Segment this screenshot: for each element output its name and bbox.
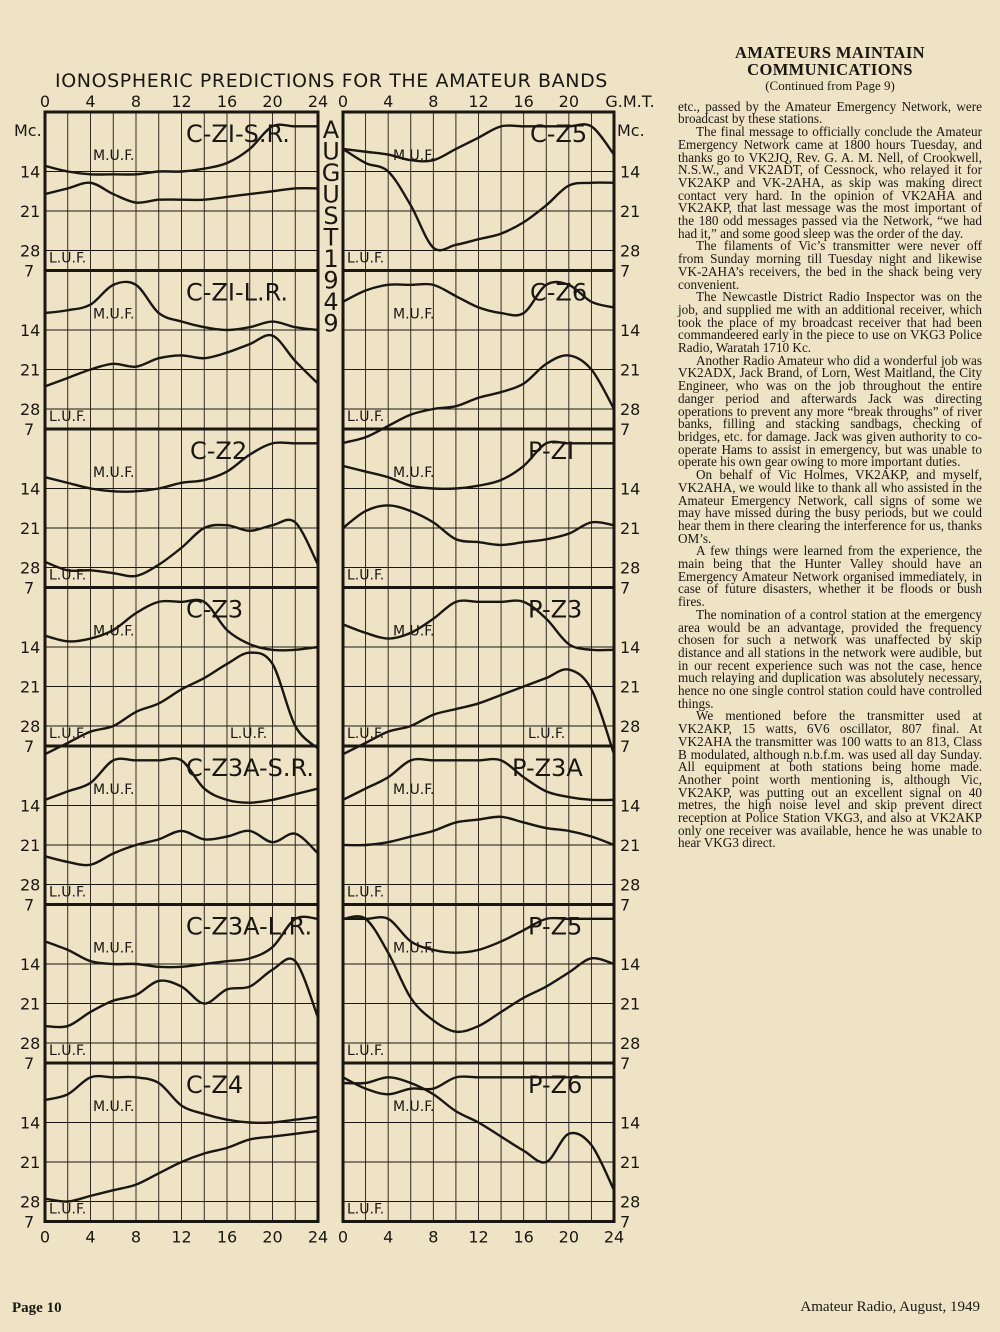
x-tick-label: 0: [39, 1227, 51, 1247]
x-tick-label-top: 12: [468, 92, 489, 111]
center-date-letter: 9: [323, 309, 339, 338]
muf-label: M.U.F.: [93, 306, 135, 323]
y-tick-label: 14: [620, 321, 641, 340]
muf-label: M.U.F.: [93, 1099, 135, 1115]
x-tick-label: 8: [428, 1227, 439, 1247]
center-date-letter: S: [323, 202, 339, 230]
y-tick-label: 7: [24, 895, 35, 915]
muf-label: M.U.F.: [93, 148, 135, 164]
continued-note: (Continued from Page 9): [765, 78, 895, 93]
y-tick-label: 21: [20, 202, 41, 221]
x-tick-label: 20: [558, 1227, 580, 1247]
x-tick-label-top: 8: [428, 92, 439, 111]
luf-label: L.U.F.: [230, 726, 268, 742]
x-tick-label: 4: [383, 1227, 394, 1247]
y-tick-label: 14: [620, 162, 641, 182]
article: [678, 44, 982, 850]
y-tick-label: 7: [620, 420, 631, 439]
y-tick-label: 28: [620, 875, 641, 895]
y-tick-label: 14: [620, 955, 641, 974]
y-tick-label: 14: [20, 321, 41, 340]
panel-title: P-Z5: [528, 912, 583, 941]
article-paragraph: Another Radio Amateur who did a wonderful job was VK2ADX, Jack Brand, of Lorn, West Maitland, the City Engineer, who was on the job throughout the entire danger period and afterwards Jack was directing operations to prevent any more “break throughs” of river banks, filling and stacking sandbags, checking of bridges, etc. for damage. Jack was given authority to co-operate Hams to assist in emergency, but was unable to operate his own gear owing to more important duties.: [678, 352, 982, 470]
x-tick-label: 16: [216, 1227, 238, 1247]
y-tick-label: 21: [620, 1153, 641, 1172]
x-tick-label-top: 20: [558, 92, 580, 111]
panel-title: C-Z6: [530, 278, 588, 307]
muf-label: M.U.F.: [93, 623, 135, 640]
x-tick-label-top: 24: [307, 92, 329, 111]
y-tick-label: 28: [20, 1034, 41, 1053]
muf-label: M.U.F.: [393, 782, 435, 798]
article-paragraph: The final message to officially conclude the Amateur Emergency Network came at 1800 hours Tuesday, and thanks go to VK2JQ, Rev. G. A. M. Nell, of Crookwell, N.S.W., and VK2ADT, of Cessnock, who relayed it for VK2AKP and VK-2AHA, as skip was making direct contact very hard. In the opinion of VK2AHA and VK2AKP, that last message was the most important of the 180 odd messages passed via the Network, “we had had it,” and some good sleep was the order of the day.: [678, 124, 982, 241]
muf-label: M.U.F.: [393, 1099, 435, 1115]
publication-line: Amateur Radio, August, 1949: [800, 1299, 980, 1315]
panel-title: C-Z2: [190, 437, 248, 465]
article-paragraph: A few things were learned from the experience, the main being that the Hunter Valley should have an Emergency Amateur Network organised immediately, in case of future disasters, whether it be floods or bush fires.: [678, 543, 982, 610]
y-tick-label: 28: [620, 241, 641, 261]
y-tick-label: 14: [20, 796, 41, 816]
center-date-letter: T: [323, 223, 339, 252]
panel-title: P-Z3A: [512, 754, 583, 782]
y-unit-label: Mc.: [14, 121, 42, 140]
article-heading-line1: AMATEURS MAINTAIN: [735, 43, 925, 62]
x-tick-label: 4: [85, 1227, 96, 1247]
x-tick-label-top: G.M.T.: [605, 92, 655, 111]
muf-label: M.U.F.: [93, 782, 135, 798]
luf-label: L.U.F.: [347, 726, 385, 742]
y-tick-label: 7: [620, 261, 631, 281]
y-tick-label: 7: [24, 1054, 35, 1073]
y-tick-label: 28: [620, 1192, 641, 1212]
x-tick-label-top: 16: [513, 92, 534, 111]
luf-label: L.U.F.: [49, 250, 87, 267]
muf-label: M.U.F.: [393, 148, 435, 164]
article-paragraph: The nomination of a control station at the emergency area would be an advantage, provided the frequency chosen for such a network was unaffected by skip distance and all stations in the network were audible, but in our recent experience such was not the case, hence much relaying and duplication was absolutely necessary, hence no one single control station could have controlled things.: [678, 606, 982, 711]
y-tick-label: 28: [620, 717, 641, 736]
chart-title: IONOSPHERIC PREDICTIONS FOR THE AMATEUR BANDS: [55, 70, 608, 92]
luf-label: L.U.F.: [49, 1201, 87, 1218]
y-tick-label: 7: [24, 1212, 35, 1232]
x-tick-label-top: 0: [39, 92, 51, 111]
center-date-letter: A: [322, 116, 340, 144]
luf-label: L.U.F.: [347, 884, 385, 901]
y-tick-label: 21: [20, 1153, 41, 1172]
panel-title: C-Z3: [186, 595, 244, 624]
y-tick-label: 14: [20, 638, 41, 657]
y-tick-label: 7: [620, 578, 631, 598]
luf-label: L.U.F.: [347, 1043, 385, 1059]
article-paragraph: We mentioned before the transmitter used at VK2AKP, 15 watts, 6V6 oscillator, 807 final. At VK2AHA the transmitter was 100 watts to an 813, Class B modulated, although n.b.f.m. was used all day Sunday. All equipment at both stations being home made. Another point worth mentioning is, although Vic, VK2AKP, was putting out an excellent signal on 40 metres, the high noise level and skip prevent direct reception at Police Station VKG3, and also at VK2AKP only one receiver was available, hence he was unable to hear VKG3 direct.: [678, 708, 982, 851]
panel-title: C-Z4: [186, 1071, 244, 1099]
y-tick-label: 21: [20, 360, 41, 380]
y-tick-label: 14: [620, 638, 641, 657]
muf-label: M.U.F.: [393, 623, 435, 640]
y-tick-label: 7: [24, 261, 35, 281]
panel-title: C-ZI-S.R.: [186, 120, 290, 148]
luf-label: L.U.F.: [49, 567, 87, 584]
luf-label: L.U.F.: [347, 250, 385, 267]
y-tick-label: 21: [20, 836, 41, 855]
article-heading-line2: COMMUNICATIONS: [747, 60, 913, 79]
y-tick-label: 28: [20, 1192, 41, 1212]
article-paragraph: etc., passed by the Amateur Emergency Network, were broadcast by these stations.: [678, 98, 982, 127]
muf-label: M.U.F.: [93, 940, 135, 957]
x-tick-label-top: 0: [337, 92, 349, 111]
y-tick-label: 14: [20, 479, 41, 499]
y-tick-label: 28: [20, 400, 41, 419]
y-tick-label: 14: [620, 1113, 641, 1133]
y-unit-label: Mc.: [617, 121, 645, 140]
center-date-letter: 9: [323, 266, 339, 295]
x-tick-label: 16: [513, 1227, 534, 1247]
center-date-letter: 4: [323, 288, 339, 316]
y-tick-label: 14: [620, 479, 641, 499]
y-tick-label: 21: [620, 994, 641, 1014]
luf-label: L.U.F.: [49, 726, 87, 742]
luf-label: L.U.F.: [347, 567, 385, 584]
panel-title: C-Z5: [530, 120, 588, 148]
x-tick-label-top: 20: [262, 92, 283, 111]
luf-label: L.U.F.: [49, 409, 87, 425]
panel-title: C-ZI-L.R.: [186, 278, 289, 307]
y-tick-label: 21: [620, 360, 641, 380]
luf-label: L.U.F.: [347, 1201, 385, 1218]
y-tick-label: 28: [20, 875, 41, 895]
y-tick-label: 21: [20, 994, 41, 1014]
x-tick-label-top: 16: [216, 92, 238, 111]
x-tick-label: 12: [468, 1227, 489, 1247]
article-paragraph: The Newcastle District Radio Inspector was on the job, and supplied me with an additional receiver, which took the place of my broadcast receiver that had been commandeered early in the piece to use on VKG3 Police Radio, Waratah 1710 Kc.: [678, 289, 982, 356]
panel-title: P-Z3: [528, 595, 583, 624]
x-tick-label: 24: [307, 1227, 329, 1247]
y-tick-label: 21: [620, 677, 641, 697]
x-tick-label: 12: [171, 1227, 192, 1247]
y-tick-label: 28: [20, 717, 41, 736]
article-paragraph: The filaments of Vic’s transmitter were never off from Sunday morning till Tuesday night and likewise VK-2AHA’s receivers, the bed in the shack being very convenient.: [678, 238, 982, 292]
y-tick-label: 7: [620, 895, 631, 915]
y-tick-label: 21: [20, 519, 41, 538]
y-tick-label: 28: [20, 241, 41, 261]
article-paragraph: On behalf of Vic Holmes, VK2AKP, and myself, VK2AHA, we would like to thank all who assisted in the Amateur Emergency Network, call signs of some we may have missed during the busy periods, but we could hear them in there clearing the interference for us, thanks OM’s.: [678, 467, 982, 546]
x-tick-label: 8: [130, 1227, 142, 1247]
y-tick-label: 7: [24, 737, 35, 756]
center-date-letter: U: [322, 180, 340, 209]
center-date-letter: G: [321, 159, 341, 187]
y-tick-label: 14: [20, 955, 41, 974]
y-tick-label: 21: [620, 519, 641, 538]
x-tick-label-top: 4: [85, 92, 96, 111]
panel-title: P-ZI: [528, 437, 575, 465]
x-tick-label: 20: [262, 1227, 283, 1247]
x-tick-label: 24: [603, 1227, 625, 1247]
panel-title: C-Z3A-S.R.: [186, 754, 314, 782]
muf-label: M.U.F.: [93, 465, 135, 481]
y-tick-label: 21: [620, 202, 641, 221]
center-date-letter: U: [322, 137, 340, 166]
x-tick-label-top: 8: [130, 92, 142, 111]
muf-label: M.U.F.: [393, 940, 435, 957]
y-tick-label: 7: [24, 420, 35, 439]
center-date-letter: 1: [323, 245, 339, 273]
luf-label: L.U.F.: [49, 1043, 87, 1059]
y-tick-label: 7: [620, 1212, 631, 1232]
y-tick-label: 7: [620, 737, 631, 756]
luf-label: L.U.F.: [49, 884, 87, 901]
luf-label: L.U.F.: [347, 409, 385, 425]
x-tick-label-top: 4: [383, 92, 394, 111]
y-tick-label: 14: [20, 162, 41, 182]
y-tick-label: 28: [620, 1034, 641, 1053]
y-tick-label: 28: [620, 400, 641, 419]
panel-title: P-Z6: [528, 1071, 583, 1099]
y-tick-label: 14: [20, 1113, 41, 1133]
y-tick-label: 7: [24, 578, 35, 598]
y-tick-label: 21: [20, 677, 41, 697]
y-tick-label: 28: [20, 558, 41, 578]
luf-label: L.U.F.: [528, 726, 566, 742]
y-tick-label: 28: [620, 558, 641, 578]
panel-title: C-Z3A-L.R.: [186, 912, 313, 941]
muf-label: M.U.F.: [393, 465, 435, 481]
x-tick-label-top: 12: [171, 92, 192, 111]
muf-label: M.U.F.: [393, 306, 435, 323]
y-tick-label: 14: [620, 796, 641, 816]
x-tick-label: 0: [337, 1227, 349, 1247]
y-tick-label: 21: [620, 836, 641, 855]
page-number: Page 10: [12, 1300, 62, 1316]
y-tick-label: 7: [620, 1054, 631, 1073]
